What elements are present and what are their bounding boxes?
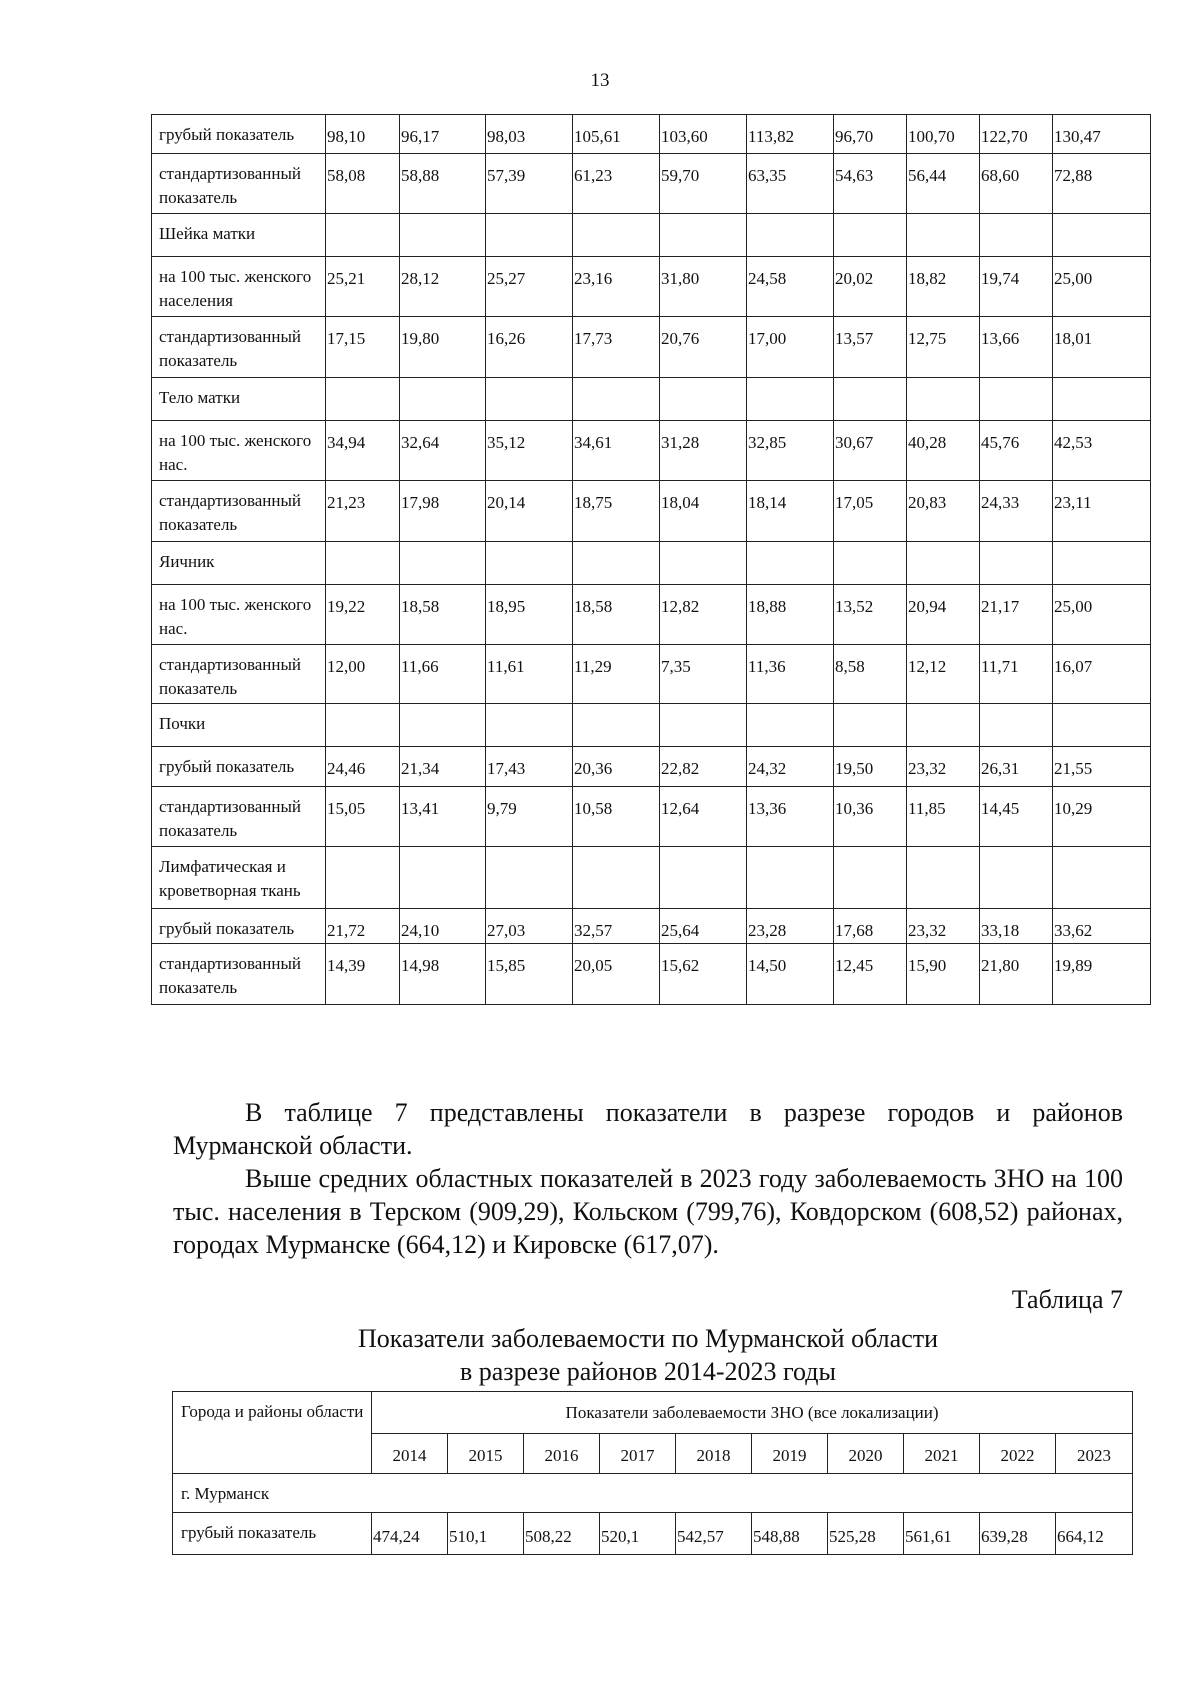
value-cell: 20,83	[907, 481, 980, 542]
header-cities-districts: Города и районы области	[173, 1392, 372, 1474]
table-row	[152, 645, 1151, 704]
value-cell: 664,12	[1056, 1513, 1133, 1555]
value-cell	[660, 847, 747, 909]
value-cell	[486, 378, 573, 421]
value-cell: 25,00	[1053, 585, 1151, 645]
row-label: стандартизованный показатель	[152, 317, 326, 378]
value-cell: 10,36	[834, 787, 907, 847]
row-label: грубый показатель	[173, 1513, 372, 1555]
value-cell	[1053, 378, 1151, 421]
paragraph-2	[173, 1162, 1123, 1261]
value-cell	[660, 542, 747, 585]
table-row	[152, 154, 1151, 214]
value-cell: 7,35	[660, 645, 747, 704]
value-cell: 34,94	[326, 421, 400, 481]
value-cell: 15,62	[660, 944, 747, 1005]
value-cell: 11,61	[486, 645, 573, 704]
value-cell: 32,57	[573, 909, 660, 944]
value-cell: 130,47	[1053, 115, 1151, 154]
value-cell: 8,58	[834, 645, 907, 704]
value-cell: 11,85	[907, 787, 980, 847]
table-7	[172, 1391, 1133, 1555]
value-cell	[980, 847, 1053, 909]
value-cell	[573, 214, 660, 257]
table-row	[152, 847, 1151, 909]
value-cell	[980, 214, 1053, 257]
table-row	[152, 257, 1151, 317]
value-cell: 23,32	[907, 747, 980, 787]
year-header-2020: 2020	[828, 1434, 904, 1474]
value-cell: 24,46	[326, 747, 400, 787]
value-cell: 23,16	[573, 257, 660, 317]
row-label: Лимфатическая и кроветворная ткань	[152, 847, 326, 909]
value-cell: 19,22	[326, 585, 400, 645]
value-cell	[907, 378, 980, 421]
value-cell	[573, 542, 660, 585]
value-cell: 63,35	[747, 154, 834, 214]
value-cell	[1053, 704, 1151, 747]
row-label: Яичник	[152, 542, 326, 585]
value-cell	[573, 847, 660, 909]
value-cell	[400, 378, 486, 421]
table-row	[152, 214, 1151, 257]
value-cell: 25,64	[660, 909, 747, 944]
value-cell	[980, 378, 1053, 421]
value-cell: 24,33	[980, 481, 1053, 542]
value-cell: 13,57	[834, 317, 907, 378]
value-cell: 34,61	[573, 421, 660, 481]
value-cell: 24,10	[400, 909, 486, 944]
value-cell	[573, 704, 660, 747]
value-cell: 32,64	[400, 421, 486, 481]
year-header-2017: 2017	[600, 1434, 676, 1474]
value-cell: 68,60	[980, 154, 1053, 214]
value-cell: 45,76	[980, 421, 1053, 481]
value-cell: 12,12	[907, 645, 980, 704]
value-cell: 12,45	[834, 944, 907, 1005]
table-row	[152, 421, 1151, 481]
value-cell: 33,62	[1053, 909, 1151, 944]
value-cell: 21,23	[326, 481, 400, 542]
value-cell: 98,10	[326, 115, 400, 154]
value-cell: 20,02	[834, 257, 907, 317]
row-label: грубый показатель	[152, 909, 326, 944]
value-cell: 17,73	[573, 317, 660, 378]
row-label: стандартизованный показатель	[152, 645, 326, 704]
value-cell: 21,72	[326, 909, 400, 944]
value-cell: 35,12	[486, 421, 573, 481]
value-cell: 59,70	[660, 154, 747, 214]
value-cell: 16,26	[486, 317, 573, 378]
value-cell: 19,74	[980, 257, 1053, 317]
value-cell: 31,28	[660, 421, 747, 481]
value-cell: 20,14	[486, 481, 573, 542]
value-cell: 18,58	[400, 585, 486, 645]
value-cell: 19,89	[1053, 944, 1151, 1005]
value-cell: 30,67	[834, 421, 907, 481]
value-cell: 20,05	[573, 944, 660, 1005]
year-header-2015: 2015	[448, 1434, 524, 1474]
row-label: Шейка матки	[152, 214, 326, 257]
value-cell: 21,34	[400, 747, 486, 787]
value-cell	[747, 214, 834, 257]
value-cell: 61,23	[573, 154, 660, 214]
table-row	[152, 317, 1151, 378]
value-cell	[486, 542, 573, 585]
value-cell: 54,63	[834, 154, 907, 214]
table-7-title	[173, 1322, 1123, 1388]
value-cell: 14,50	[747, 944, 834, 1005]
value-cell: 98,03	[486, 115, 573, 154]
value-cell: 17,15	[326, 317, 400, 378]
value-cell: 14,39	[326, 944, 400, 1005]
value-cell: 57,39	[486, 154, 573, 214]
value-cell	[660, 214, 747, 257]
value-cell	[326, 378, 400, 421]
value-cell	[980, 542, 1053, 585]
value-cell	[660, 378, 747, 421]
value-cell: 40,28	[907, 421, 980, 481]
value-cell: 33,18	[980, 909, 1053, 944]
row-label: на 100 тыс. женского населения	[152, 257, 326, 317]
value-cell: 15,85	[486, 944, 573, 1005]
row-label: стандартизованный показатель	[152, 481, 326, 542]
row-label: стандартизованный показатель	[152, 787, 326, 847]
value-cell	[834, 542, 907, 585]
value-cell: 13,52	[834, 585, 907, 645]
value-cell	[400, 847, 486, 909]
value-cell: 56,44	[907, 154, 980, 214]
value-cell	[747, 378, 834, 421]
value-cell: 15,05	[326, 787, 400, 847]
value-cell: 17,43	[486, 747, 573, 787]
year-header-2018: 2018	[676, 1434, 752, 1474]
row-label: стандартизованный показатель	[152, 154, 326, 214]
value-cell: 17,98	[400, 481, 486, 542]
value-cell: 13,36	[747, 787, 834, 847]
value-cell: 96,17	[400, 115, 486, 154]
value-cell	[486, 214, 573, 257]
value-cell	[834, 847, 907, 909]
year-header-2023: 2023	[1056, 1434, 1133, 1474]
table-row	[152, 944, 1151, 1005]
value-cell: 100,70	[907, 115, 980, 154]
value-cell	[326, 704, 400, 747]
value-cell: 9,79	[486, 787, 573, 847]
value-cell: 639,28	[980, 1513, 1056, 1555]
value-cell	[326, 847, 400, 909]
year-header-2014: 2014	[372, 1434, 448, 1474]
value-cell	[834, 704, 907, 747]
row-label: на 100 тыс. женского нас.	[152, 421, 326, 481]
value-cell	[486, 847, 573, 909]
value-cell: 525,28	[828, 1513, 904, 1555]
value-cell: 14,98	[400, 944, 486, 1005]
value-cell: 21,55	[1053, 747, 1151, 787]
row-label: Тело матки	[152, 378, 326, 421]
year-header-2022: 2022	[980, 1434, 1056, 1474]
value-cell: 18,88	[747, 585, 834, 645]
value-cell	[907, 214, 980, 257]
table-7-title-line-1: Показатели заболеваемости по Мурманской области	[357, 1324, 939, 1353]
table-row	[152, 787, 1151, 847]
value-cell	[660, 704, 747, 747]
section-label: г. Мурманск	[173, 1474, 1133, 1513]
value-cell: 105,61	[573, 115, 660, 154]
value-cell: 25,21	[326, 257, 400, 317]
value-cell: 17,00	[747, 317, 834, 378]
row-label: Почки	[152, 704, 326, 747]
table-row	[173, 1474, 1133, 1513]
value-cell: 72,88	[1053, 154, 1151, 214]
paragraph-2-text: Выше средних областных показателей в 2023 году заболеваемость ЗНО на 100 тыс. населения в Терском (909,29), Кольском (799,76), Ковдорском (608,52) районах, городах Мурманске (664,12) и Кировске (617,07).	[173, 1164, 1123, 1259]
value-cell	[573, 378, 660, 421]
table-row	[152, 378, 1151, 421]
value-cell	[834, 378, 907, 421]
value-cell: 18,14	[747, 481, 834, 542]
value-cell: 18,01	[1053, 317, 1151, 378]
value-cell	[326, 542, 400, 585]
value-cell: 548,88	[752, 1513, 828, 1555]
table-row	[152, 585, 1151, 645]
value-cell: 23,28	[747, 909, 834, 944]
value-cell	[907, 704, 980, 747]
value-cell: 520,1	[600, 1513, 676, 1555]
value-cell: 561,61	[904, 1513, 980, 1555]
value-cell: 542,57	[676, 1513, 752, 1555]
value-cell: 16,07	[1053, 645, 1151, 704]
value-cell: 96,70	[834, 115, 907, 154]
table-row	[152, 542, 1151, 585]
value-cell: 18,04	[660, 481, 747, 542]
value-cell: 122,70	[980, 115, 1053, 154]
value-cell: 12,64	[660, 787, 747, 847]
value-cell: 58,88	[400, 154, 486, 214]
paragraph-1-text: В таблице 7 представлены показатели в разрезе городов и районов Мурманской области.	[173, 1098, 1123, 1160]
value-cell: 11,29	[573, 645, 660, 704]
value-cell: 42,53	[1053, 421, 1151, 481]
value-cell: 113,82	[747, 115, 834, 154]
value-cell: 12,82	[660, 585, 747, 645]
value-cell: 11,36	[747, 645, 834, 704]
row-label: стандартизованный показатель	[152, 944, 326, 1005]
value-cell: 58,08	[326, 154, 400, 214]
table-row	[173, 1513, 1133, 1555]
value-cell	[747, 847, 834, 909]
table-7-label: Таблица 7	[1011, 1285, 1123, 1314]
value-cell	[747, 704, 834, 747]
year-header-2016: 2016	[524, 1434, 600, 1474]
value-cell: 10,29	[1053, 787, 1151, 847]
value-cell: 474,24	[372, 1513, 448, 1555]
year-header-2021: 2021	[904, 1434, 980, 1474]
value-cell: 12,75	[907, 317, 980, 378]
value-cell: 13,41	[400, 787, 486, 847]
value-cell: 103,60	[660, 115, 747, 154]
value-cell: 18,95	[486, 585, 573, 645]
value-cell: 25,27	[486, 257, 573, 317]
value-cell	[980, 704, 1053, 747]
paragraph-1	[173, 1096, 1123, 1162]
value-cell: 24,58	[747, 257, 834, 317]
value-cell: 25,00	[1053, 257, 1151, 317]
value-cell: 18,82	[907, 257, 980, 317]
value-cell: 13,66	[980, 317, 1053, 378]
table-7-title-line-2: в разрезе районов 2014-2023 годы	[459, 1357, 837, 1386]
header-indicators-group: Показатели заболеваемости ЗНО (все локализации)	[372, 1392, 1133, 1434]
value-cell	[1053, 214, 1151, 257]
value-cell: 11,71	[980, 645, 1053, 704]
value-cell: 15,90	[907, 944, 980, 1005]
value-cell	[400, 704, 486, 747]
value-cell: 28,12	[400, 257, 486, 317]
value-cell	[486, 704, 573, 747]
row-label: грубый показатель	[152, 115, 326, 154]
value-cell	[747, 542, 834, 585]
value-cell: 510,1	[448, 1513, 524, 1555]
value-cell: 26,31	[980, 747, 1053, 787]
value-cell: 31,80	[660, 257, 747, 317]
value-cell	[1053, 542, 1151, 585]
value-cell: 17,68	[834, 909, 907, 944]
value-cell: 20,36	[573, 747, 660, 787]
value-cell: 17,05	[834, 481, 907, 542]
value-cell: 10,58	[573, 787, 660, 847]
value-cell	[1053, 847, 1151, 909]
table-row	[152, 481, 1151, 542]
value-cell: 11,66	[400, 645, 486, 704]
table-row	[152, 909, 1151, 944]
value-cell: 508,22	[524, 1513, 600, 1555]
table-row	[152, 704, 1151, 747]
table-row	[152, 115, 1151, 154]
row-label: на 100 тыс. женского нас.	[152, 585, 326, 645]
row-label: грубый показатель	[152, 747, 326, 787]
value-cell: 19,50	[834, 747, 907, 787]
value-cell: 21,80	[980, 944, 1053, 1005]
value-cell: 24,32	[747, 747, 834, 787]
value-cell: 18,75	[573, 481, 660, 542]
year-header-2019: 2019	[752, 1434, 828, 1474]
value-cell	[907, 847, 980, 909]
table-row	[152, 747, 1151, 787]
value-cell: 23,11	[1053, 481, 1151, 542]
value-cell	[400, 214, 486, 257]
value-cell: 32,85	[747, 421, 834, 481]
value-cell: 23,32	[907, 909, 980, 944]
value-cell: 20,94	[907, 585, 980, 645]
value-cell: 14,45	[980, 787, 1053, 847]
value-cell: 27,03	[486, 909, 573, 944]
value-cell: 20,76	[660, 317, 747, 378]
value-cell	[400, 542, 486, 585]
value-cell: 18,58	[573, 585, 660, 645]
value-cell: 19,80	[400, 317, 486, 378]
page-number: 13	[590, 70, 610, 91]
value-cell: 22,82	[660, 747, 747, 787]
value-cell: 12,00	[326, 645, 400, 704]
value-cell	[907, 542, 980, 585]
incidence-table-continued	[151, 114, 1151, 1005]
value-cell	[326, 214, 400, 257]
value-cell: 21,17	[980, 585, 1053, 645]
value-cell	[834, 214, 907, 257]
